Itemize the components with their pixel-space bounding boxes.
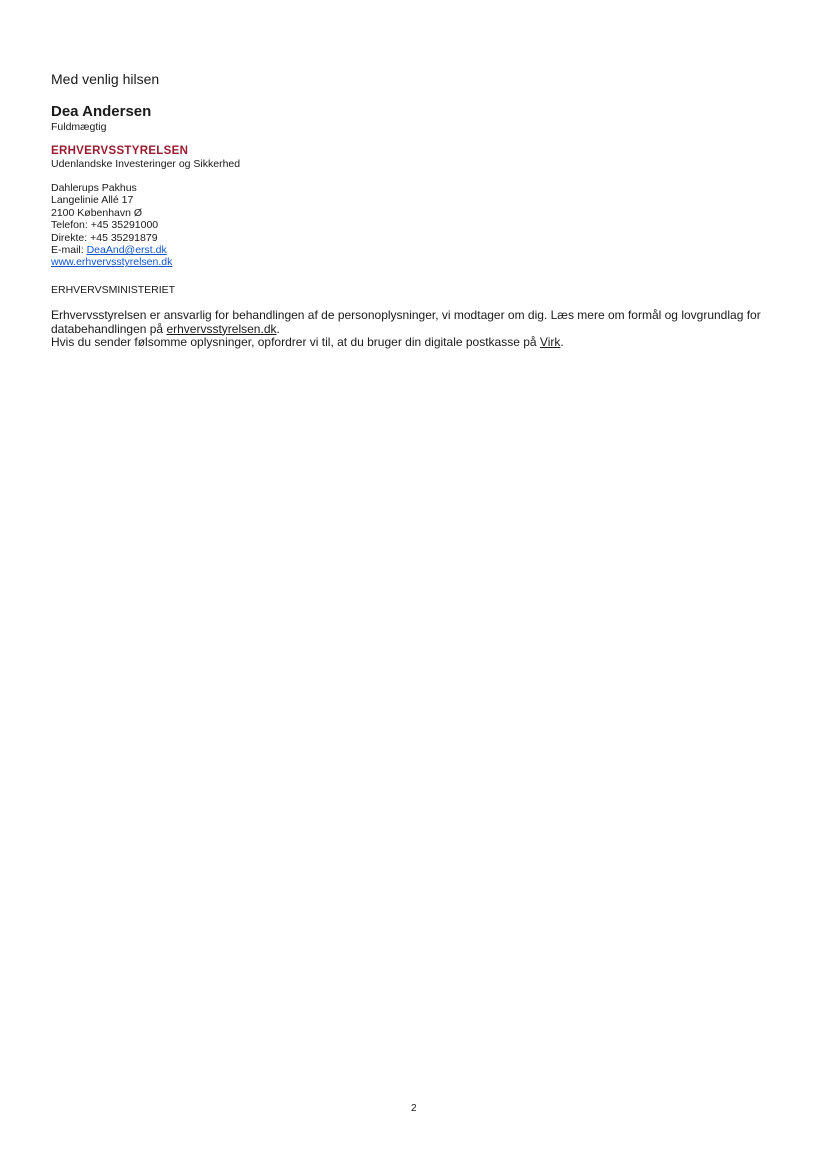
address-street: Langelinie Allé 17 [51,194,134,207]
email-link[interactable]: DeaAnd@erst.dk [86,244,167,257]
address-building: Dahlerups Pakhus [51,182,137,194]
privacy-notice [51,309,791,350]
email-prefix: E-mail: [51,244,87,257]
sender-role: Fuldmægtig [51,121,107,133]
website-link[interactable]: www.erhvervsstyrelsen.dk [51,256,173,269]
ministry-name: ERHVERVSMINISTERIET [51,284,176,296]
website-line [51,256,172,268]
privacy-paragraph-1 [51,309,791,336]
privacy-text-2: Hvis du sender følsomme oplysninger, opfordrer vi til, at du bruger din digitale postkasse på [51,335,540,350]
privacy-link-virk[interactable]: Virk [539,335,561,350]
page-number: 2 [411,1103,417,1114]
privacy-text-1: Erhvervsstyrelsen er ansvarlig for behandlingen af de personoplysninger, vi modtager om dig. Læs mere om formål og lovgrundlag for databehandlingen på [51,308,761,336]
email-line [51,244,172,256]
privacy-end-2: . [560,335,564,350]
privacy-paragraph-2 [51,336,791,350]
greeting: Med venlig hilsen [51,71,160,87]
direct-phone-line: Direkte: +45 35291879 [51,231,158,244]
address-city: 2100 København Ø [51,206,143,219]
sender-name: Dea Andersen [51,103,152,120]
division-name: Udenlandske Investeringer og Sikkerhed [51,158,241,170]
address-block [51,182,172,269]
privacy-link-erhvervsstyrelsen[interactable]: erhvervsstyrelsen.dk [166,321,277,336]
phone-line: Telefon: +45 35291000 [51,219,159,232]
privacy-end-1: . [276,321,280,336]
agency-name: ERHVERVSSTYRELSEN [51,145,189,157]
